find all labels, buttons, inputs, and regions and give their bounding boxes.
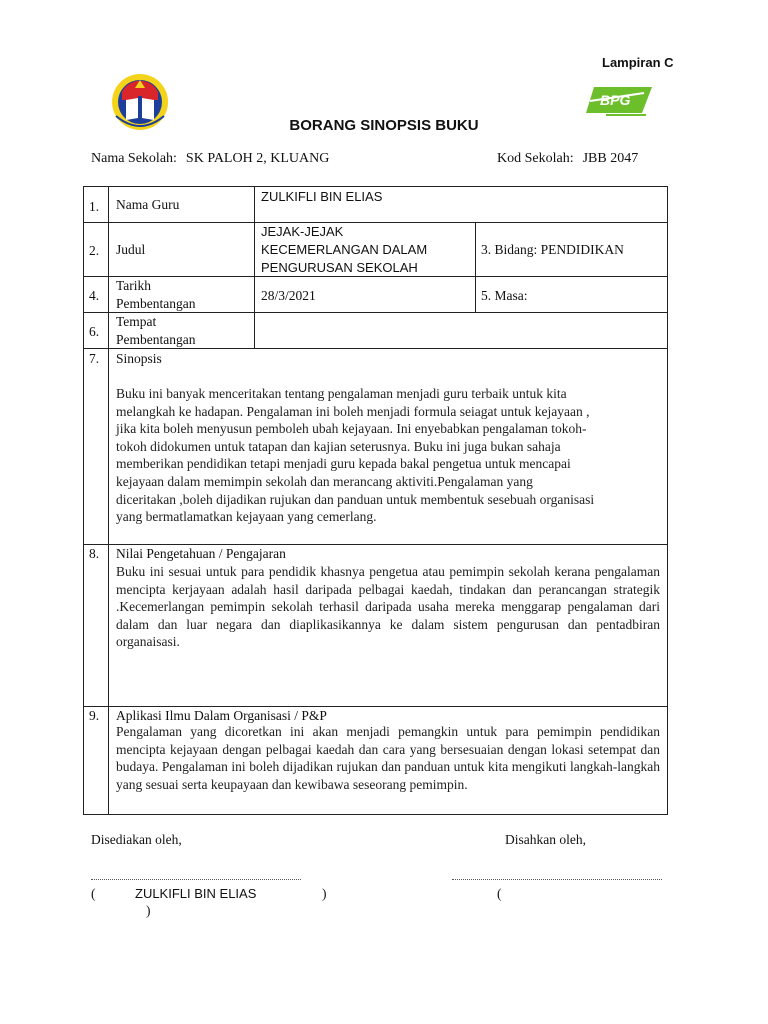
row-number: 2. <box>89 243 100 258</box>
date-label-line-1: Tarikh <box>116 278 152 293</box>
time-label: 5. Masa: <box>481 288 528 303</box>
synopsis-line: Buku ini banyak menceritakan tentang pengalaman menjadi guru terbaik untuk kita <box>116 386 567 401</box>
open-paren: ( <box>91 886 96 901</box>
value-learning-label: Nilai Pengetahuan / Pengajaran <box>116 546 286 561</box>
row-number: 7. <box>89 351 100 366</box>
school-name-line <box>91 151 329 167</box>
teacher-name-label: Nama Guru <box>116 197 180 212</box>
approved-signature-line <box>452 878 662 880</box>
bpg-logo <box>586 83 654 119</box>
book-title-line-1: JEJAK-JEJAK <box>261 224 344 239</box>
synopsis-line: yang bermatlamatkan kejayaan yang cemerlang. <box>116 509 377 525</box>
book-title-line-3: PENGURUSAN SEKOLAH <box>261 260 418 275</box>
application-label: Aplikasi Ilmu Dalam Organisasi / P&P <box>116 708 327 723</box>
synopsis-line: diceritakan ,boleh dijadikan rujukan dan panduan untuk membentuk sesebuah organisasi <box>116 491 595 507</box>
school-code-line <box>497 151 638 167</box>
synopsis-label: Sinopsis <box>116 351 162 366</box>
attachment-label: Lampiran C <box>602 55 674 70</box>
row-number: 1. <box>89 199 100 214</box>
svg-text:BPG: BPG <box>600 92 631 108</box>
school-name-label: Nama Sekolah: <box>91 151 177 166</box>
approved-by-label: Disahkan oleh, <box>505 832 586 847</box>
application-text: Pengalaman yang dicoretkan ini akan menjadi pemangkin untuk para pemimpin pendidikan mencipta kejayaan dengan pelbagai kaedah dan cara yang bersesuaian dengan lokasi setempat dan budaya. Pengalaman ini boleh dijadikan rujukan dan panduan untuk kita mengikuti langkah-langkah yang sesuai serta keupayaan dan kewibawa seseorang pemimpin. <box>116 724 660 792</box>
close-paren: ) <box>322 886 327 901</box>
presentation-date: 28/3/2021 <box>261 288 316 303</box>
row-number: 9. <box>89 708 100 723</box>
field-text: 3. Bidang: PENDIDIKAN <box>481 242 624 257</box>
title-label: Judul <box>116 242 146 257</box>
synopsis-line: tokoh didokumen untuk tatapan dan kajian seterusnya. Buku ini juga bukan sahaja <box>116 438 561 454</box>
venue-label-line-1: Tempat <box>116 314 157 329</box>
value-learning-text: Buku ini sesuai untuk para pendidik khasnya pengetua atau pemimpin sekolah kerana pengalaman mencipta kerjayaan adalah hasil daripada pelbagai kaedah, tindakan dan perancangan strategik .Kecemerlangan pemimpin sekolah terhasil daripada usaha mereka menggarap pengalaman dari dalam dan luar negara dan diaplikasikannya ke dalam sistem pengurusan dan pentadbiran organaisasi. <box>116 564 660 650</box>
synopsis-table <box>83 186 668 815</box>
synopsis-line: kejayaan dalam memimpin sekolah dan merancang aktiviti.Pengalaman yang <box>116 473 533 489</box>
row-number: 8. <box>89 546 100 561</box>
synopsis-line: jika kita boleh menyusun pemboleh ubah kejayaan. Ini enyebabkan pengalaman tokoh- <box>116 421 587 437</box>
approved-open-paren: ( <box>497 886 502 901</box>
venue-label-line-2: Pembentangan <box>116 332 196 347</box>
form-title: BORANG SINOPSIS BUKU <box>289 117 479 134</box>
school-code-label: Kod Sekolah: <box>497 151 574 166</box>
row-number-cell <box>83 544 109 707</box>
teacher-name-value: ZULKIFLI BIN ELIAS <box>261 189 383 204</box>
row-number: 4. <box>89 288 100 303</box>
approved-close-paren: ) <box>146 903 151 918</box>
school-code-value: JBB 2047 <box>582 151 639 166</box>
school-name-value: SK PALOH 2, KLUANG <box>185 151 330 166</box>
date-label-line-2: Pembentangan <box>116 296 196 311</box>
row-number-cell <box>83 348 109 545</box>
synopsis-line: melangkah ke hadapan. Pengalaman ini boleh menjadi formula seiagat untuk kejayaan , <box>116 403 590 419</box>
book-title-line-2: KECEMERLANGAN DALAM <box>261 242 428 257</box>
synopsis-text <box>116 385 656 526</box>
value-cell <box>254 312 668 349</box>
prepared-signature-line <box>91 878 301 880</box>
synopsis-line: memberikan pendidikan tetapi menjadi guru kepada bakal pengetua untuk mencapai <box>116 456 571 472</box>
prepared-by-label: Disediakan oleh, <box>91 832 182 847</box>
row-number: 6. <box>89 324 100 339</box>
prepared-by-name: ZULKIFLI BIN ELIAS <box>135 886 257 901</box>
